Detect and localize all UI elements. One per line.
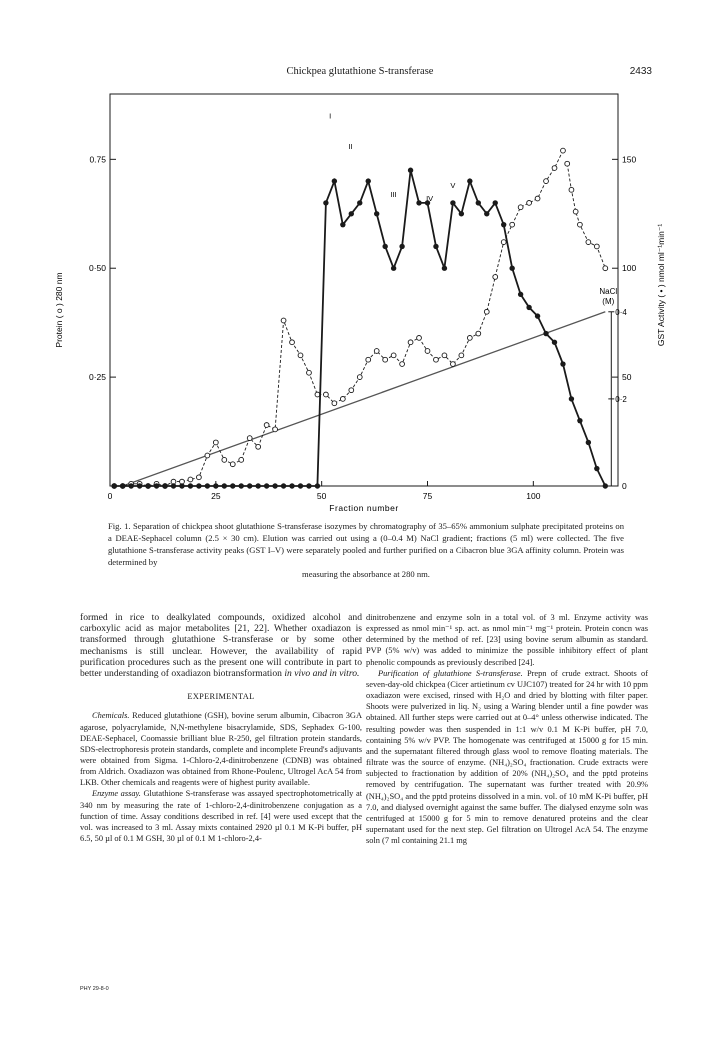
gst-activity-point xyxy=(196,483,201,488)
chemicals-label: Chemicals. xyxy=(92,711,130,721)
gst-activity-point xyxy=(289,483,294,488)
protein-point xyxy=(569,187,574,192)
gst-activity-point xyxy=(145,483,150,488)
assay-text: Glutathione S-transferase was assayed spectrophotometrically at 340 nm by measuring the rate of 1-chloro-2,4-dinitrobenzene conjugation as a function of time. Assay conditions described in ref. [4] were used except that the vol. was increased to 3 ml. Assay mixts contained 2920 µl 0.1 M K-Pi buffer, pH 6.5, 50 µl of 0.1 M GSH, 30 µl of 0.1 M 1-chloro-2,4- xyxy=(80,789,362,844)
gst-activity-point xyxy=(306,483,311,488)
intro-italic-end: in vivo and in vitro. xyxy=(284,668,360,680)
chemicals-paragraph xyxy=(80,710,362,788)
protein-point xyxy=(451,362,456,367)
protein-point xyxy=(400,362,405,367)
protein-point xyxy=(417,336,422,341)
gst-activity-point xyxy=(120,483,125,488)
gst-activity-point xyxy=(518,292,523,297)
protein-point xyxy=(565,161,570,166)
gst-activity-point xyxy=(459,211,464,216)
protein-point xyxy=(315,392,320,397)
gst-activity-point xyxy=(603,483,608,488)
gst-activity-series-line xyxy=(114,170,605,486)
protein-point xyxy=(256,444,261,449)
protein-point xyxy=(527,200,532,205)
gst-activity-point xyxy=(433,244,438,249)
protein-point xyxy=(408,340,413,345)
protein-point xyxy=(281,318,286,323)
gst-activity-point xyxy=(586,440,591,445)
nacl-label: NaCl xyxy=(599,286,618,296)
x-axis-label: Fraction number xyxy=(329,503,399,513)
y-left-tick-label: 0.75 xyxy=(89,154,106,165)
protein-point xyxy=(205,453,210,458)
gst-activity-point xyxy=(594,466,599,471)
left-column xyxy=(80,612,362,844)
section-heading: EXPERIMENTAL xyxy=(187,692,255,702)
y-right-tick-label: 150 xyxy=(622,154,637,165)
assay-paragraph xyxy=(80,788,362,844)
gst-activity-point xyxy=(162,483,167,488)
x-tick-label: 75 xyxy=(422,491,433,501)
gst-activity-point xyxy=(323,200,328,205)
labels-layer xyxy=(329,111,455,203)
gst-activity-point xyxy=(526,305,531,310)
protein-point xyxy=(340,396,345,401)
protein-point xyxy=(307,370,312,375)
y-left-tick-label: 0·50 xyxy=(88,263,106,274)
gst-activity-point xyxy=(366,178,371,183)
protein-point xyxy=(188,477,193,482)
protein-point xyxy=(510,222,515,227)
gst-activity-point xyxy=(264,483,269,488)
protein-point xyxy=(434,357,439,362)
protein-series-line xyxy=(567,164,605,269)
running-head xyxy=(0,66,720,82)
purification-label: Purification of glutathione S-transferase. xyxy=(378,668,523,678)
figure-caption xyxy=(108,520,624,580)
gst-activity-point xyxy=(332,178,337,183)
gst-activity-point xyxy=(493,200,498,205)
y-right-tick-label: 0 xyxy=(622,481,627,491)
y-right-tick-label: 100 xyxy=(622,263,637,274)
gst-activity-point xyxy=(349,211,354,216)
gst-activity-point xyxy=(476,200,481,205)
protein-point xyxy=(501,240,506,245)
protein-point xyxy=(332,401,337,406)
gst-activity-point xyxy=(382,244,387,249)
x-tick-label: 100 xyxy=(526,491,541,501)
gst-activity-point xyxy=(543,331,548,336)
gst-activity-point xyxy=(577,418,582,423)
intro-text: formed in rice to dealkylated compounds, oxidized alcohol and carboxylic acid as major metabolites [21, 22]. Whether oxadiazon is transformed through glutathione S-transferase or by some other mechanisms is still unclear. However, the availability of rapid purification procedures such as the present one will contribute in part to better understanding of oxadiazon biotransformation xyxy=(80,612,362,680)
protein-point xyxy=(298,353,303,358)
gst-activity-point xyxy=(552,340,557,345)
nacl-tick-label: 0·2 xyxy=(615,394,627,404)
nacl-unit-label: (M) xyxy=(602,296,615,306)
protein-point xyxy=(349,388,354,393)
gst-activity-point xyxy=(535,313,540,318)
peak-label: III xyxy=(390,189,397,199)
gst-activity-point xyxy=(213,483,218,488)
y-right-axis-label: GST Activity ( • ) nmol ml⁻¹min⁻¹ xyxy=(656,223,666,347)
protein-point xyxy=(518,205,523,210)
gst-activity-point xyxy=(484,211,489,216)
gst-activity-point xyxy=(171,483,176,488)
gst-activity-point xyxy=(222,483,227,488)
protein-point xyxy=(230,462,235,467)
gst-activity-point xyxy=(416,200,421,205)
protein-point xyxy=(544,179,549,184)
protein-point xyxy=(578,222,583,227)
peak-label: IV xyxy=(426,194,434,204)
purification-paragraph xyxy=(366,668,648,847)
protein-point xyxy=(594,244,599,249)
peak-label: V xyxy=(450,181,456,191)
x-tick-label: 50 xyxy=(316,491,327,501)
chemicals-text: Reduced glutathione (GSH), bovine serum albumin, Cibacron 3GA agarose, polyacrylamide, N,N-methylene bisacrylamide, SDS, Sephadex G-100, DEAE-Sephacel, Coomassie brilliant blue R-250, gel filtration protein standards, SDS-electrophoresis protein standards, complete and incomplete Freund's adjuvants were obtained from Sigma. 1-Chloro-2,4-dinitrobenzene (CDNB) was obtained from Aldrich. Oxadiazon was obtained from Rhone-Poulenc, Ultrogel AcA 54 from LKB. Other chemicals and reagents were of highest purity available. xyxy=(80,711,362,788)
caption-text: Separation of chickpea shoot glutathione S-transferase isozymes by chromatography of 35–65% ammonium sulphate precipitated proteins on a DEAE-Sephacel column (2.5 × 30 cm). Elution was carried out using a (0–0.4 M) NaCl gradient; fractions (5 ml) were collected. The five glutathione S-transferase activity peaks (GST I–V) were separately pooled and further purified on a Cibacron blue 3GA affinity column. Protein was determined by xyxy=(108,521,624,567)
gst-activity-point xyxy=(247,483,252,488)
protein-point xyxy=(247,436,252,441)
gradient-layer xyxy=(123,312,606,486)
x-tick-label: 25 xyxy=(211,491,221,501)
gst-activity-point xyxy=(179,483,184,488)
protein-point xyxy=(476,331,481,336)
protein-point xyxy=(586,240,591,245)
figure-label: Fig. 1. xyxy=(108,521,131,531)
y-left-axis-label: Protein ( o ) 280 nm xyxy=(54,272,64,348)
footer-code: PHY 29-8-0 xyxy=(80,986,109,992)
protein-point xyxy=(493,275,498,280)
protein-point xyxy=(357,375,362,380)
protein-point xyxy=(273,427,278,432)
gst-activity-point xyxy=(467,178,472,183)
nacl-gradient-line xyxy=(123,312,606,486)
caption-last-line: measuring the absorbance at 280 nm. xyxy=(302,569,430,579)
protein-point xyxy=(197,475,202,480)
gst-activity-point xyxy=(205,483,210,488)
protein-point xyxy=(561,148,566,153)
protein-point xyxy=(573,209,578,214)
running-title: Chickpea glutathione S-transferase xyxy=(286,66,434,77)
gst-activity-point xyxy=(357,200,362,205)
protein-point xyxy=(374,349,379,354)
gst-activity-point xyxy=(315,483,320,488)
activity-paragraph: dinitrobenzene and enzyme soln in a total vol. of 3 ml. Enzyme activity was expressed as nmol min⁻¹ sp. act. as nmol min⁻¹ mg⁻¹ protein. Protein concn was determined by the method of ref. [23] using bovine serum albumin as standard. PVP (5% w/v) was added to minimize the possible inhibitory effect of plant phenolic compounds as previously described [24]. xyxy=(366,613,648,667)
purification-text: Prepn of crude extract. Shoots of seven-day-old chickpea (Cicer artietinum cv UJC107) treated for 24 hr with 10 ppm oxadiazon were excised, rinsed with H₂O and dried by blotting with filter paper. Shoots were pulverized in liq. N₂ using a Waring blender until a fine powder was obtained. All further steps were carried out at 0–4° unless otherwise indicated. The resulting powder was then suspended in 1:1 w/v 0.1 M K-Pi buffer, pH 7.0, containing 5% w/v PVP. The homogenate was centrifuged at 15000 g for 15 min. and the supernatant filtered through glass wool to remove floating materials. The filtrate was the source of enzyme. (NH₄)₂SO₄ fractionation. Crude extracts were subjected to fractionation by addition of 20% (NH₄)₂SO₄ and the pptd proteins removed by centrifugation. The supernatant was further treated with 20.9% (NH₄)₂SO₄ and the pptd proteins dissolved in a min. vol. of 10 mM K-Pi buffer, pH 7.0, and dialysed overnight against the same buffer. The dialysed enzyme soln was centrifuged at 15000 g for 5 min to remove denatured proteins and the clear supernatant used for the next step. Gel filtration on Ultrogel AcA 54. The enzyme soln (7 ml containing 21.1 mg xyxy=(366,668,648,846)
gst-activity-point xyxy=(340,222,345,227)
gst-activity-point xyxy=(281,483,286,488)
peak-label: II xyxy=(348,141,353,151)
y-right-tick-label: 50 xyxy=(622,372,632,383)
axes-layer xyxy=(54,154,666,513)
protein-point xyxy=(239,457,244,462)
plot-frame xyxy=(110,94,618,486)
x-tick-label: 0 xyxy=(107,491,113,501)
gst-activity-point xyxy=(239,483,244,488)
nacl-tick-label: 0·4 xyxy=(615,307,627,317)
protein-point xyxy=(552,166,557,171)
gst-activity-point xyxy=(501,222,506,227)
protein-point xyxy=(222,457,227,462)
protein-point xyxy=(366,357,371,362)
protein-point xyxy=(213,440,218,445)
protein-point xyxy=(459,353,464,358)
gst-activity-point xyxy=(374,211,379,216)
peak-label: I xyxy=(329,111,332,121)
gst-activity-point xyxy=(255,483,260,488)
assay-label: Enzyme assay. xyxy=(92,789,141,799)
protein-point xyxy=(442,353,447,358)
protein-point xyxy=(324,392,329,397)
protein-point xyxy=(383,357,388,362)
right-column xyxy=(366,612,648,846)
page-number: 2433 xyxy=(629,66,652,77)
gst-activity-point xyxy=(450,200,455,205)
gst-activity-point xyxy=(188,483,193,488)
gst-activity-point xyxy=(391,266,396,271)
gst-activity-point xyxy=(569,396,574,401)
gst-activity-point xyxy=(560,361,565,366)
protein-point xyxy=(391,353,396,358)
protein-point xyxy=(425,349,430,354)
intro-paragraph xyxy=(80,612,362,679)
protein-point xyxy=(467,336,472,341)
protein-point xyxy=(603,266,608,271)
gst-activity-point xyxy=(137,483,142,488)
gst-activity-point xyxy=(442,266,447,271)
gst-activity-point xyxy=(154,483,159,488)
chromatography-chart xyxy=(0,84,720,514)
y-left-tick-label: 0·25 xyxy=(88,372,106,383)
protein-point xyxy=(290,340,295,345)
gst-activity-point xyxy=(112,483,117,488)
gst-activity-point xyxy=(230,483,235,488)
protein-point xyxy=(535,196,540,201)
protein-point xyxy=(264,423,269,428)
gst-activity-point xyxy=(408,168,413,173)
gst-activity-point xyxy=(399,244,404,249)
series-layer xyxy=(112,148,608,488)
protein-point xyxy=(484,309,489,314)
gst-activity-point xyxy=(509,266,514,271)
gst-activity-point xyxy=(272,483,277,488)
gst-activity-point xyxy=(298,483,303,488)
gst-activity-point xyxy=(128,483,133,488)
